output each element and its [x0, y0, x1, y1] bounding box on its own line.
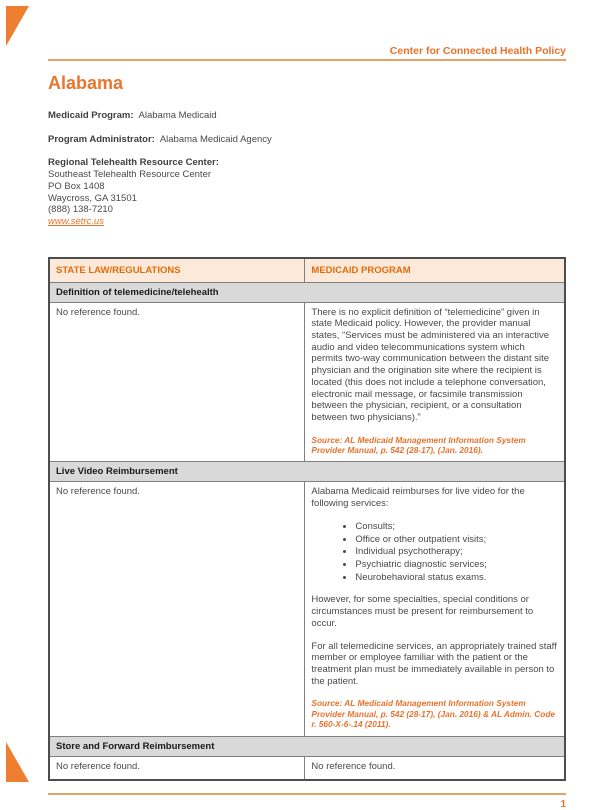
live-video-service-list: [311, 521, 558, 584]
intro-block: [48, 110, 566, 228]
page-title: Alabama: [48, 73, 124, 93]
store-forward-state-law-text: No reference found.: [56, 760, 140, 772]
medicaid-program-line: [48, 110, 566, 122]
list-item: • Consults;: [355, 521, 558, 533]
corner-triangle-top-left: [6, 6, 29, 46]
policy-table: [48, 257, 566, 781]
medicaid-program-value: Alabama Medicaid: [138, 110, 217, 121]
definition-state-law-text: No reference found.: [56, 306, 140, 318]
table-row-live-video: [49, 482, 565, 736]
cell-store-forward-state-law: [49, 756, 305, 780]
table-row-store-forward: [49, 756, 565, 780]
cell-live-video-state-law: [49, 482, 305, 736]
store-forward-medicaid-text: No reference found.: [311, 760, 396, 772]
program-administrator-value: Alabama Medicaid Agency: [159, 133, 272, 145]
resource-center-block: [48, 157, 566, 227]
brand-header: Center for Connected Health Policy: [48, 0, 566, 61]
page-number: 1: [560, 799, 566, 810]
live-video-paragraph-staff: For all telemedicine services, an appropriately trained staff member or employee familiar with the patient or the treatment plan must be immediately available in person to the patient.: [311, 640, 557, 687]
resource-center-label: Regional Telehealth Resource Center:: [48, 157, 219, 169]
section-row-store-forward: [49, 736, 565, 756]
medicaid-program-label: Medicaid Program:: [48, 110, 134, 121]
live-video-paragraph-conditions: However, for some specialties, special conditions or circumstances must be present for reimbursement to occur.: [311, 594, 534, 629]
live-video-state-law-text: No reference found.: [56, 486, 140, 498]
list-item: • Neurobehavioral status exams.: [355, 572, 558, 584]
live-video-source-citation: Source: AL Medicaid Management Information System Provider Manual, p. 542 (28-17), (Jan. 2016) & AL Admin. Code r. 560-X-6-.14 (2011).: [311, 698, 556, 730]
section-row-live-video: [49, 462, 565, 482]
section-heading-live-video: Live Video Reimbursement: [49, 462, 565, 482]
cell-store-forward-medicaid: [305, 756, 565, 780]
list-item: • Office or other outpatient visits;: [355, 534, 558, 546]
definition-medicaid-paragraph: There is no explicit definition of “telemedicine” given in state Medicaid policy. However, the provider manual states, “Services must be administered via an interactive audio and video telecommunications system which permits two-way communication between the distant site physician and the origination site where the recipient is located (this does not include a telephone conversation, electronic mail message, or facsimile transmission between the physician, recipient, or a consultation between two physicians).”: [311, 306, 550, 423]
column-header-state-law: STATE LAW/REGULATIONS: [49, 258, 305, 283]
resource-center-website-link[interactable]: www.setrc.us: [48, 215, 104, 227]
table-row-definition: [49, 302, 565, 462]
program-administrator-label: Program Administrator:: [48, 133, 155, 145]
column-header-medicaid-program: MEDICAID PROGRAM: [305, 258, 565, 283]
resource-center-phone: (888) 138-7210: [48, 204, 113, 216]
section-heading-definition: Definition of telemedicine/telehealth: [49, 282, 565, 302]
live-video-intro: Alabama Medicaid reimburses for live video for the following services:: [311, 486, 525, 510]
list-item: • Psychiatric diagnostic services;: [355, 559, 558, 571]
cell-definition-state-law: [49, 302, 305, 462]
list-item: • Individual psychotherapy;: [355, 546, 558, 558]
corner-triangle-bottom-left: [6, 742, 29, 782]
table-header-row: [49, 258, 565, 283]
resource-center-po-box: PO Box 1408: [48, 180, 105, 192]
section-row-definition: [49, 282, 565, 302]
program-administrator-line: [48, 134, 566, 146]
cell-live-video-medicaid: [305, 482, 565, 736]
page-footer: [48, 793, 566, 810]
cell-definition-medicaid: [305, 302, 565, 462]
section-heading-store-forward: Store and Forward Reimbursement: [49, 736, 565, 756]
resource-center-city: Waycross, GA 31501: [48, 192, 137, 204]
definition-source-citation: Source: AL Medicaid Management Information System Provider Manual, p. 542 (28-17), (Jan. 2016).: [311, 434, 526, 456]
resource-center-name: Southeast Telehealth Resource Center: [48, 169, 212, 181]
